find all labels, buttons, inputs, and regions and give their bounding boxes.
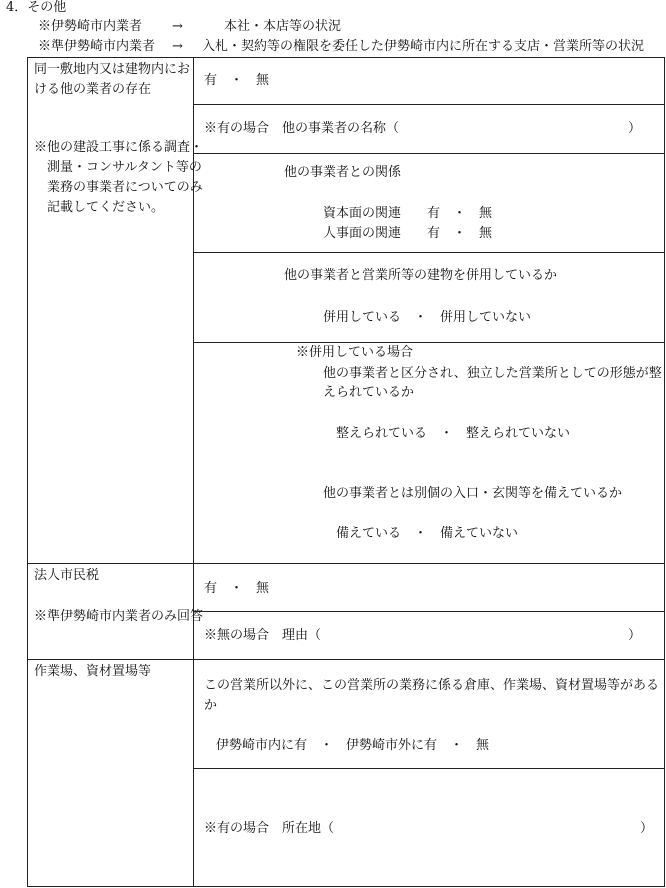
separate-entrance-choice[interactable]: 備えている ・ 備えていない [336, 526, 519, 541]
capital-relation-choice[interactable]: 資本面の関連 有 ・ 無 [323, 206, 493, 221]
separate-entrance-question: 他の事業者とは別個の入口・玄関等を備えているか [323, 486, 623, 501]
choice-tax[interactable]: 有 ・ 無 [204, 581, 270, 596]
location-row[interactable]: ※有の場合 所在地（ [204, 821, 335, 836]
choice-exists[interactable]: 有 ・ 無 [204, 73, 270, 88]
row-divider [193, 153, 665, 154]
table-border-right [664, 57, 665, 887]
section-title: 4．その他 [6, 0, 67, 15]
separate-office-question: 他の事業者と区分され、独立した営業所としての形態が整えられているか [323, 366, 662, 400]
note-city-vendor-text: 本社・本店等の状況 [224, 19, 342, 34]
note-city-vendor-label: ※伊勢崎市内業者 [38, 19, 143, 34]
shared-building-choice[interactable]: 併用している ・ 併用していない [323, 310, 532, 325]
workshop-question: この営業所以外に、この営業所の業務に係る倉庫、作業場、資材置場等があるか [204, 678, 660, 713]
table-border-bottom [27, 886, 665, 887]
note-quasi-vendor-text: 入札・契約等の権限を委任した伊勢崎市内に所在する支店・営業所等の状況 [202, 39, 645, 54]
row-divider [193, 611, 665, 612]
if-shared-note: ※併用している場合 [296, 345, 414, 360]
row-divider [193, 104, 665, 105]
close-paren: ） [640, 821, 654, 836]
close-paren: ） [628, 628, 642, 643]
reason-row[interactable]: ※無の場合 理由（ [204, 628, 322, 643]
relation-title: 他の事業者との関係 [284, 165, 402, 180]
table-border-top [27, 57, 665, 58]
personnel-relation-choice[interactable]: 人事面の関連 有 ・ 無 [323, 226, 493, 241]
row-divider [193, 768, 665, 769]
note-quasi-only: ※準伊勢崎市内業者のみ回答 [34, 609, 204, 624]
table-border-left [27, 57, 28, 887]
label-workshop: 作業場、資材置場等 [34, 664, 152, 679]
row-divider [193, 342, 665, 343]
workshop-choice[interactable]: 伊勢崎市内に有 ・ 伊勢崎市外に有 ・ 無 [216, 738, 490, 753]
other-business-name-row[interactable]: ※有の場合 他の事業者の名称（ [204, 121, 400, 136]
section-divider [27, 563, 665, 564]
note-other-business: ※他の建設工事に係る調査・測量・コンサルタント等の業務の事業者についてのみ記載してください。 [34, 140, 204, 215]
close-paren: ） [628, 121, 642, 136]
arrow-icon: → [172, 19, 183, 34]
separate-office-choice[interactable]: 整えられている ・ 整えられていない [336, 426, 571, 441]
arrow-icon: → [172, 39, 183, 54]
section-divider [27, 659, 665, 660]
note-quasi-vendor-label: ※準伊勢崎市内業者 [38, 39, 156, 54]
shared-building-question: 他の事業者と営業所等の建物を併用しているか [284, 268, 558, 283]
row-divider [193, 252, 665, 253]
label-same-premises: 同一敷地内又は建物内における他の業者の存在 [34, 62, 191, 97]
label-corporate-tax: 法人市民税 [34, 568, 100, 583]
